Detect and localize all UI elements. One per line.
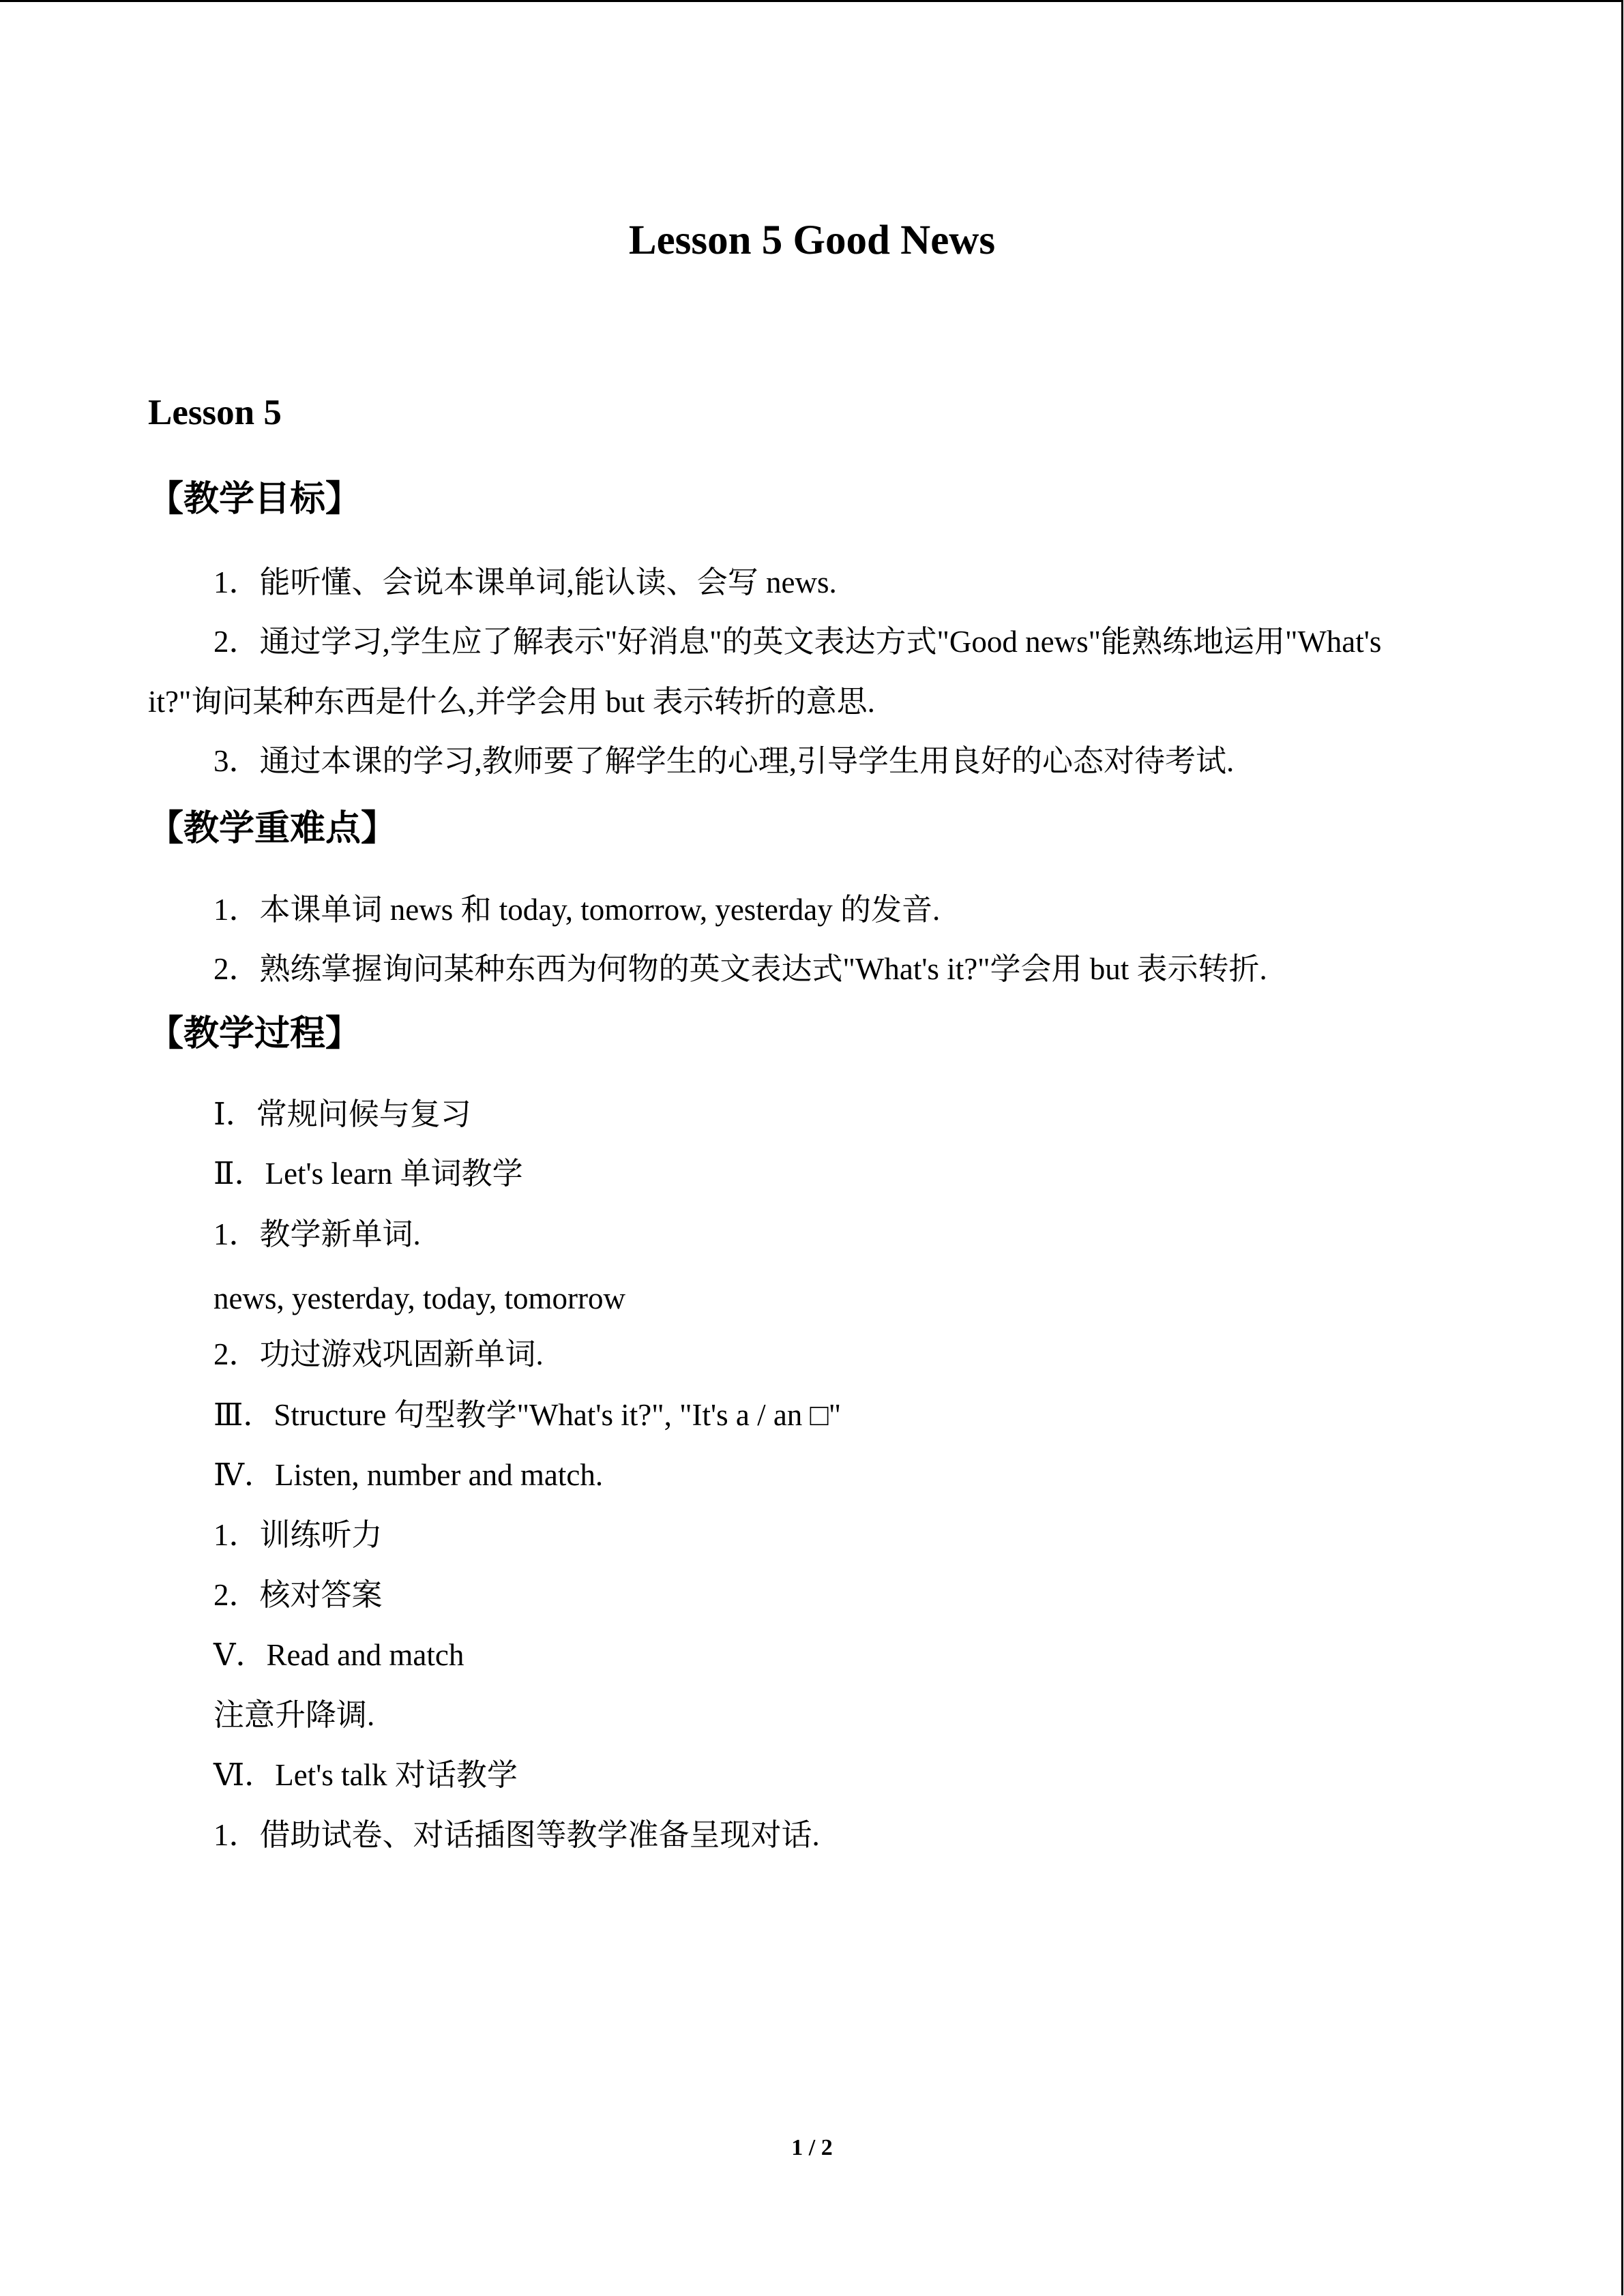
key-point-item-1: 1．本课单词 news 和 today, tomorrow, yesterday 的发音. — [213, 893, 941, 927]
objective-item-2-cont: it?"询问某种东西是什么,并学会用 but 表示转折的意思. — [148, 685, 875, 719]
section-heading-process: 【教学过程】 — [148, 1013, 361, 1054]
objective-item-2: 2．通过学习,学生应了解表示"好消息"的英文表达方式"Good news"能熟练地运用"What's — [213, 625, 1382, 659]
lesson-subtitle: Lesson 5 — [148, 393, 282, 432]
process-item: Ⅳ．Listen, number and match. — [213, 1458, 604, 1492]
process-item: 1．借助试卷、对话插图等教学准备呈现对话. — [213, 1818, 820, 1852]
objective-item-3: 3．通过本课的学习,教师要了解学生的心理,引导学生用良好的心态对待考试. — [213, 744, 1235, 778]
section-heading-key-points: 【教学重难点】 — [148, 808, 397, 849]
page-number: 1 / 2 — [791, 2135, 833, 2160]
process-item: Ⅰ．常规问候与复习 — [213, 1097, 471, 1131]
key-point-item-2: 2．熟练掌握询问某种东西为何物的英文表达式"What's it?"学会用 but 表示转折. — [213, 952, 1267, 986]
section-heading-objectives: 【教学目标】 — [148, 479, 361, 520]
process-item: Ⅱ．Let's learn 单词教学 — [213, 1157, 523, 1191]
document-title: Lesson 5 Good News — [628, 218, 996, 263]
process-item: Ⅵ．Let's talk 对话教学 — [213, 1758, 518, 1792]
process-item: 1．训练听力 — [213, 1518, 383, 1552]
process-item: 注意升降调. — [213, 1698, 375, 1732]
process-item: 1．教学新单词. — [213, 1217, 421, 1251]
process-item: Ⅴ．Read and match — [213, 1638, 464, 1672]
process-item: 2．核对答案 — [213, 1578, 383, 1612]
process-item: Ⅲ．Structure 句型教学"What's it?", "It's a / an □" — [213, 1398, 842, 1432]
process-item: news, yesterday, today, tomorrow — [213, 1281, 626, 1315]
objective-item-1: 1．能听懂、会说本课单词,能认读、会写 news. — [213, 565, 837, 599]
process-item: 2．功过游戏巩固新单词. — [213, 1337, 544, 1371]
